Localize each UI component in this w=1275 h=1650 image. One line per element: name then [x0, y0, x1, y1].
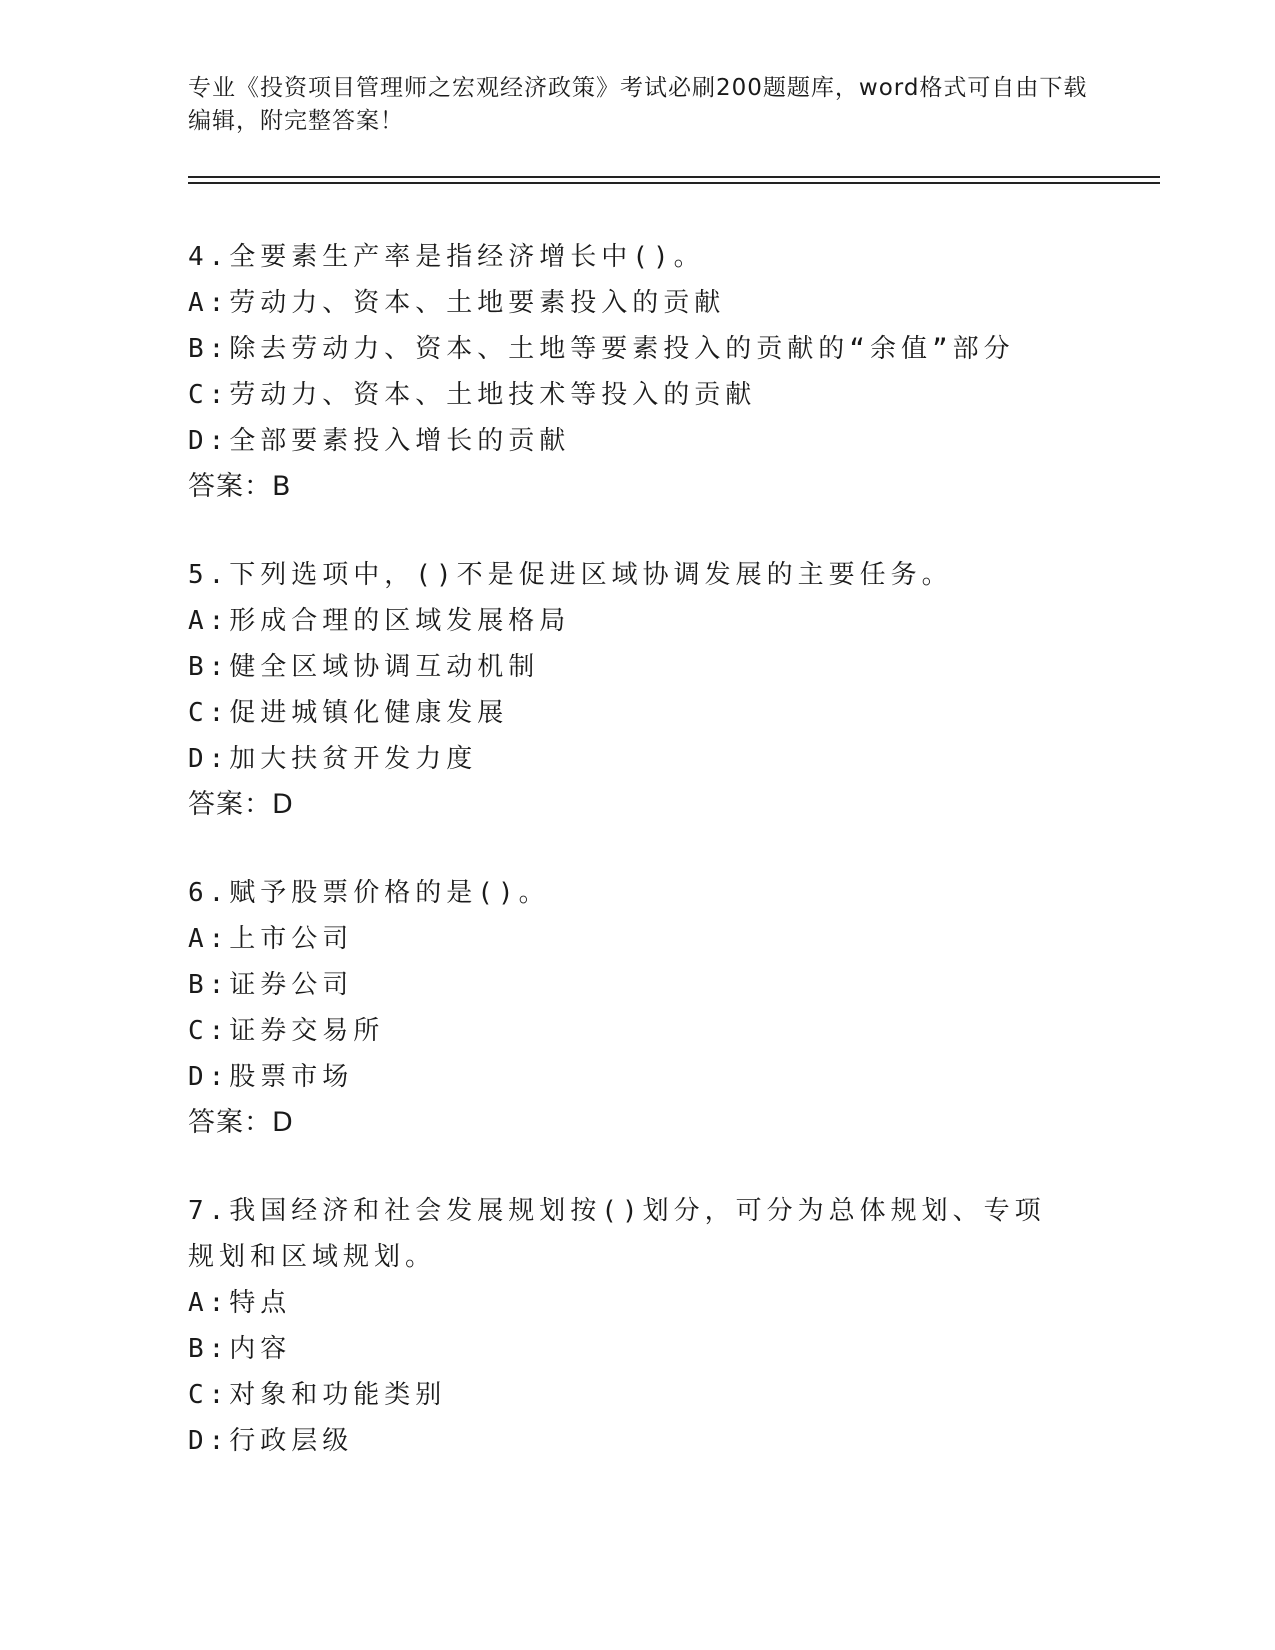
option-d: D:股票市场 — [188, 1062, 354, 1092]
option-c: C:促进城镇化健康发展 — [188, 698, 509, 728]
question-stem: 7.我国经济和社会发展规划按()划分，可分为总体规划、专项规划和区域规划。 — [188, 1196, 1046, 1272]
answer-line: 答案：D — [188, 789, 294, 820]
option-a: A:形成合理的区域发展格局 — [188, 606, 571, 636]
option-c: C:证券交易所 — [188, 1016, 385, 1046]
question-5 — [188, 552, 1088, 828]
header-rule-bottom — [188, 182, 1160, 184]
option-b: B:除去劳动力、资本、土地等要素投入的贡献的“余值”部分 — [188, 334, 1015, 364]
answer-line: 答案：D — [188, 1107, 294, 1138]
question-stem: 6.赋予股票价格的是()。 — [188, 878, 550, 908]
option-b: B:证券公司 — [188, 970, 354, 1000]
option-a: A:特点 — [188, 1288, 292, 1318]
question-4 — [188, 234, 1088, 510]
question-7 — [188, 1188, 1088, 1464]
option-d: D:加大扶贫开发力度 — [188, 744, 478, 774]
question-stem: 5.下列选项中，()不是促进区域协调发展的主要任务。 — [188, 560, 953, 590]
option-a: A:上市公司 — [188, 924, 354, 954]
question-6 — [188, 870, 1088, 1146]
option-d: D:全部要素投入增长的贡献 — [188, 426, 571, 456]
answer-line: 答案：B — [188, 471, 292, 502]
option-c: C:对象和功能类别 — [188, 1380, 447, 1410]
question-stem: 4.全要素生产率是指经济增长中()。 — [188, 242, 705, 272]
header-rule-top — [188, 176, 1160, 178]
option-b: B:内容 — [188, 1334, 292, 1364]
option-d: D:行政层级 — [188, 1426, 354, 1456]
option-a: A:劳动力、资本、土地要素投入的贡献 — [188, 288, 726, 318]
document-header: 专业《投资项目管理师之宏观经济政策》考试必刷200题题库，word格式可自由下载编辑，附完整答案！ — [188, 75, 1088, 134]
option-c: C:劳动力、资本、土地技术等投入的贡献 — [188, 380, 757, 410]
option-b: B:健全区域协调互动机制 — [188, 652, 540, 682]
question-list — [188, 234, 1088, 1506]
